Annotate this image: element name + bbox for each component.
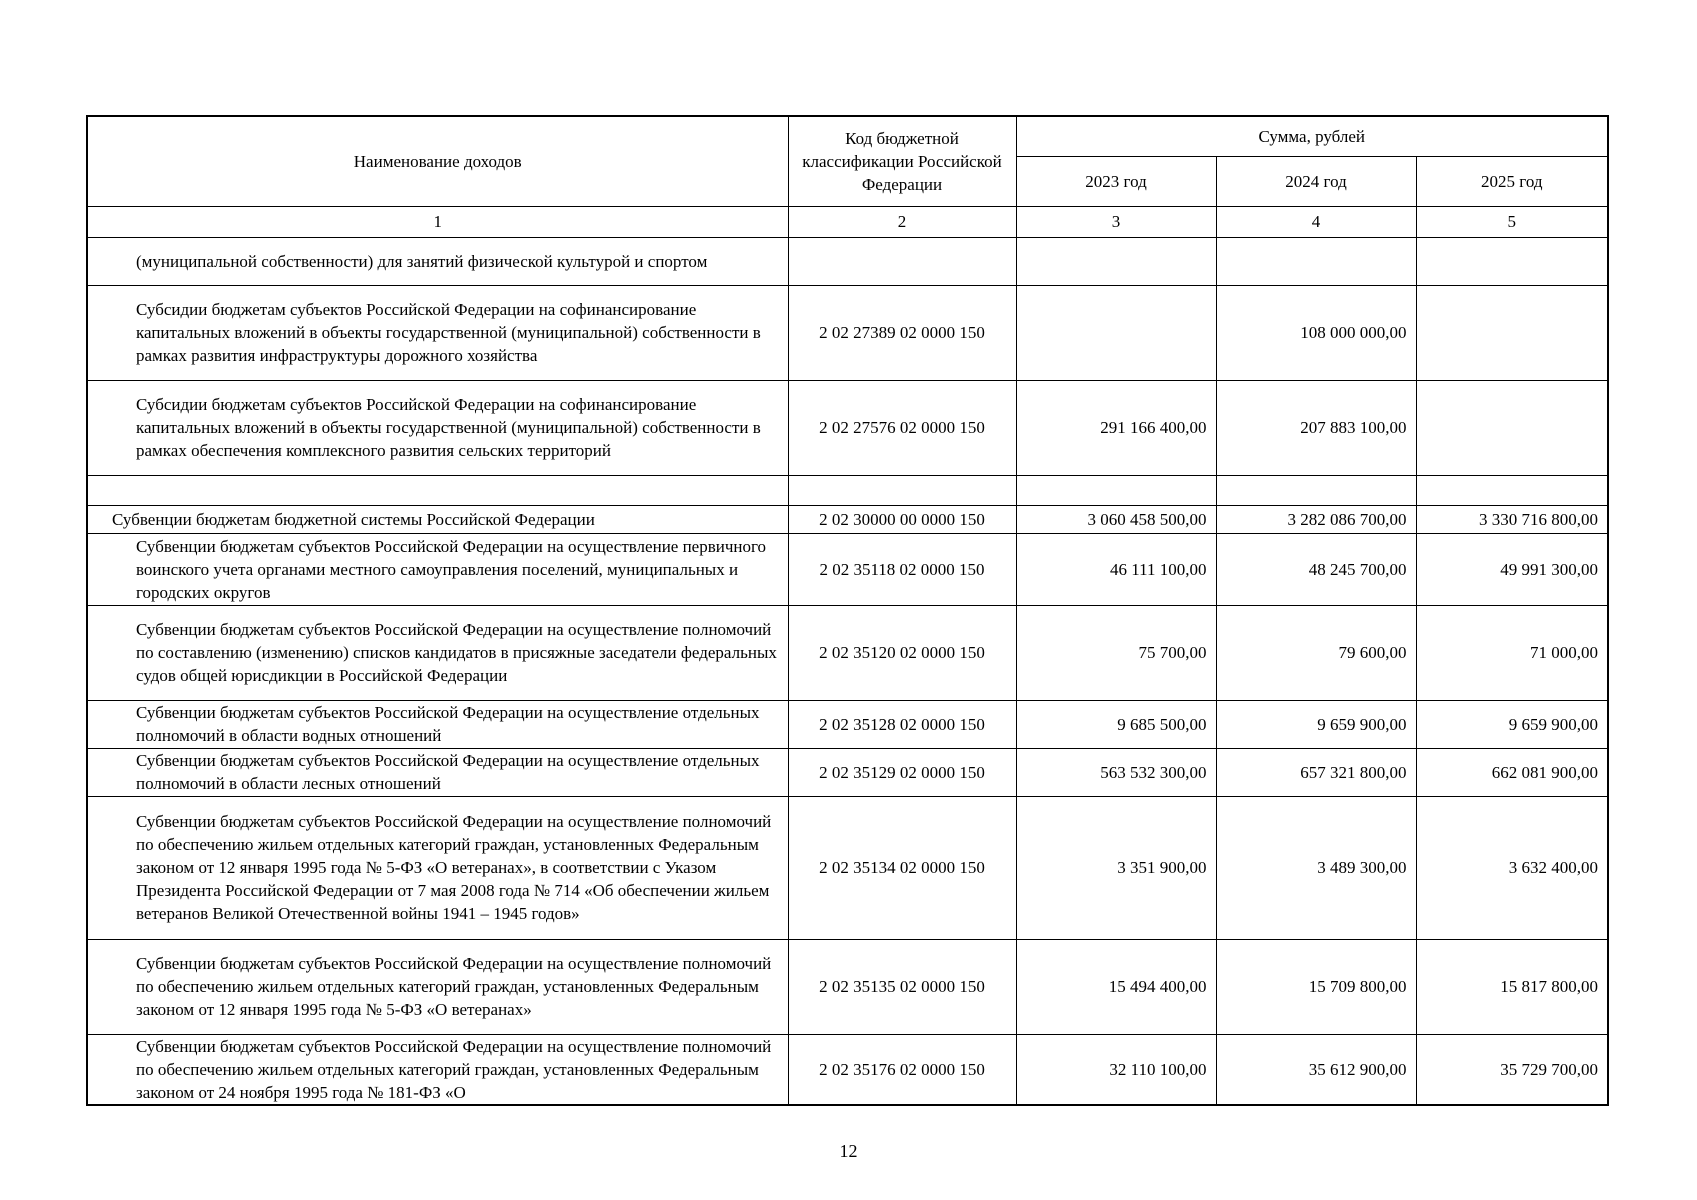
amount-2025: 15 817 800,00 (1416, 939, 1608, 1034)
amount-2024: 207 883 100,00 (1216, 380, 1416, 475)
amount-2025: 9 659 900,00 (1416, 700, 1608, 748)
amount-2024: 79 600,00 (1216, 605, 1416, 700)
column-number: 1 (87, 206, 788, 237)
amount-2023: 563 532 300,00 (1016, 748, 1216, 796)
table-row-total (87, 505, 1608, 533)
amount-2024: 3 282 086 700,00 (1216, 505, 1416, 533)
budget-code: 2 02 35118 02 0000 150 (788, 533, 1016, 605)
amount-2025 (1416, 380, 1608, 475)
header-year-2024: 2024 год (1216, 156, 1416, 206)
amount-2024: 3 489 300,00 (1216, 796, 1416, 939)
table-row-empty (87, 475, 1608, 505)
budget-code: 2 02 27576 02 0000 150 (788, 380, 1016, 475)
amount-2025: 35 729 700,00 (1416, 1034, 1608, 1105)
income-name: Субвенции бюджетам субъектов Российской Федерации на осуществление отдельных полномочий в области водных отношений (87, 700, 788, 748)
table-row (87, 748, 1608, 796)
income-name: (муниципальной собственности) для занятий физической культурой и спортом (87, 237, 788, 285)
amount-2023: 9 685 500,00 (1016, 700, 1216, 748)
header-year-2023: 2023 год (1016, 156, 1216, 206)
income-name: Субвенции бюджетам субъектов Российской Федерации на осуществление полномочий по обеспечению жильем отдельных категорий граждан, установленных Федеральным законом от 12 января 1995 года № 5-ФЗ «О ветеранах», в соответствии с Указом Президента Российской Федерации от 7 мая 2008 года № 714 «Об обеспечении жильем ветеранов Великой Отечественной войны 1941 – 1945 годов» (87, 796, 788, 939)
income-name: Субсидии бюджетам субъектов Российской Федерации на софинансирование капитальных вложений в объекты государственной (муниципальной) собственности в рамках обеспечения комплексного развития сельских территорий (87, 380, 788, 475)
amount-2025 (1416, 237, 1608, 285)
column-number: 2 (788, 206, 1016, 237)
amount-2023: 75 700,00 (1016, 605, 1216, 700)
budget-code: 2 02 35128 02 0000 150 (788, 700, 1016, 748)
table-row (87, 237, 1608, 285)
header-year-2025: 2025 год (1416, 156, 1608, 206)
table-row (87, 380, 1608, 475)
income-name: Субвенции бюджетам субъектов Российской Федерации на осуществление полномочий по обеспечению жильем отдельных категорий граждан, установленных Федеральным законом от 24 ноября 1995 года № 181-ФЗ «О (87, 1034, 788, 1105)
budget-code (788, 475, 1016, 505)
amount-2025: 3 632 400,00 (1416, 796, 1608, 939)
table-row (87, 605, 1608, 700)
budget-code: 2 02 27389 02 0000 150 (788, 285, 1016, 380)
amount-2024: 108 000 000,00 (1216, 285, 1416, 380)
amount-2024: 35 612 900,00 (1216, 1034, 1416, 1105)
income-name: Субвенции бюджетам субъектов Российской Федерации на осуществление полномочий по составлению (изменению) списков кандидатов в присяжные заседатели федеральных судов общей юрисдикции в Российской Федерации (87, 605, 788, 700)
amount-2023: 46 111 100,00 (1016, 533, 1216, 605)
page-number: 12 (839, 1141, 858, 1161)
amount-2024: 657 321 800,00 (1216, 748, 1416, 796)
income-name: Субвенции бюджетам бюджетной системы Российской Федерации (87, 505, 788, 533)
income-name: Субвенции бюджетам субъектов Российской Федерации на осуществление первичного воинского учета органами местного самоуправления поселений, муниципальных и городских округов (87, 533, 788, 605)
column-number: 3 (1016, 206, 1216, 237)
amount-2023 (1016, 237, 1216, 285)
table-row (87, 700, 1608, 748)
amount-2023: 32 110 100,00 (1016, 1034, 1216, 1105)
column-number: 5 (1416, 206, 1608, 237)
table-row (87, 939, 1608, 1034)
amount-2023: 291 166 400,00 (1016, 380, 1216, 475)
budget-code: 2 02 35120 02 0000 150 (788, 605, 1016, 700)
amount-2024: 9 659 900,00 (1216, 700, 1416, 748)
income-name: Субвенции бюджетам субъектов Российской Федерации на осуществление отдельных полномочий в области лесных отношений (87, 748, 788, 796)
income-name (87, 475, 788, 505)
budget-code: 2 02 35176 02 0000 150 (788, 1034, 1016, 1105)
budget-code: 2 02 35129 02 0000 150 (788, 748, 1016, 796)
column-number: 4 (1216, 206, 1416, 237)
amount-2023: 3 351 900,00 (1016, 796, 1216, 939)
budget-code: 2 02 35135 02 0000 150 (788, 939, 1016, 1034)
amount-2024 (1216, 475, 1416, 505)
amount-2023: 15 494 400,00 (1016, 939, 1216, 1034)
amount-2023 (1016, 475, 1216, 505)
budget-revenue-table (86, 115, 1609, 1106)
table-row (87, 533, 1608, 605)
amount-2023: 3 060 458 500,00 (1016, 505, 1216, 533)
income-name: Субсидии бюджетам субъектов Российской Федерации на софинансирование капитальных вложений в объекты государственной (муниципальной) собственности в рамках развития инфраструктуры дорожного хозяйства (87, 285, 788, 380)
amount-2024: 48 245 700,00 (1216, 533, 1416, 605)
amount-2025 (1416, 475, 1608, 505)
header-budget-code: Код бюджетной классификации Российской Федерации (788, 116, 1016, 206)
budget-code (788, 237, 1016, 285)
table-row (87, 285, 1608, 380)
amount-2025: 662 081 900,00 (1416, 748, 1608, 796)
header-sum: Сумма, рублей (1016, 116, 1608, 156)
amount-2024 (1216, 237, 1416, 285)
table-row (87, 1034, 1608, 1105)
amount-2025 (1416, 285, 1608, 380)
table-row (87, 796, 1608, 939)
amount-2025: 49 991 300,00 (1416, 533, 1608, 605)
amount-2023 (1016, 285, 1216, 380)
budget-code: 2 02 35134 02 0000 150 (788, 796, 1016, 939)
header-income-name: Наименование доходов (87, 116, 788, 206)
budget-code: 2 02 30000 00 0000 150 (788, 505, 1016, 533)
amount-2024: 15 709 800,00 (1216, 939, 1416, 1034)
amount-2025: 3 330 716 800,00 (1416, 505, 1608, 533)
amount-2025: 71 000,00 (1416, 605, 1608, 700)
income-name: Субвенции бюджетам субъектов Российской Федерации на осуществление полномочий по обеспечению жильем отдельных категорий граждан, установленных Федеральным законом от 12 января 1995 года № 5-ФЗ «О ветеранах» (87, 939, 788, 1034)
